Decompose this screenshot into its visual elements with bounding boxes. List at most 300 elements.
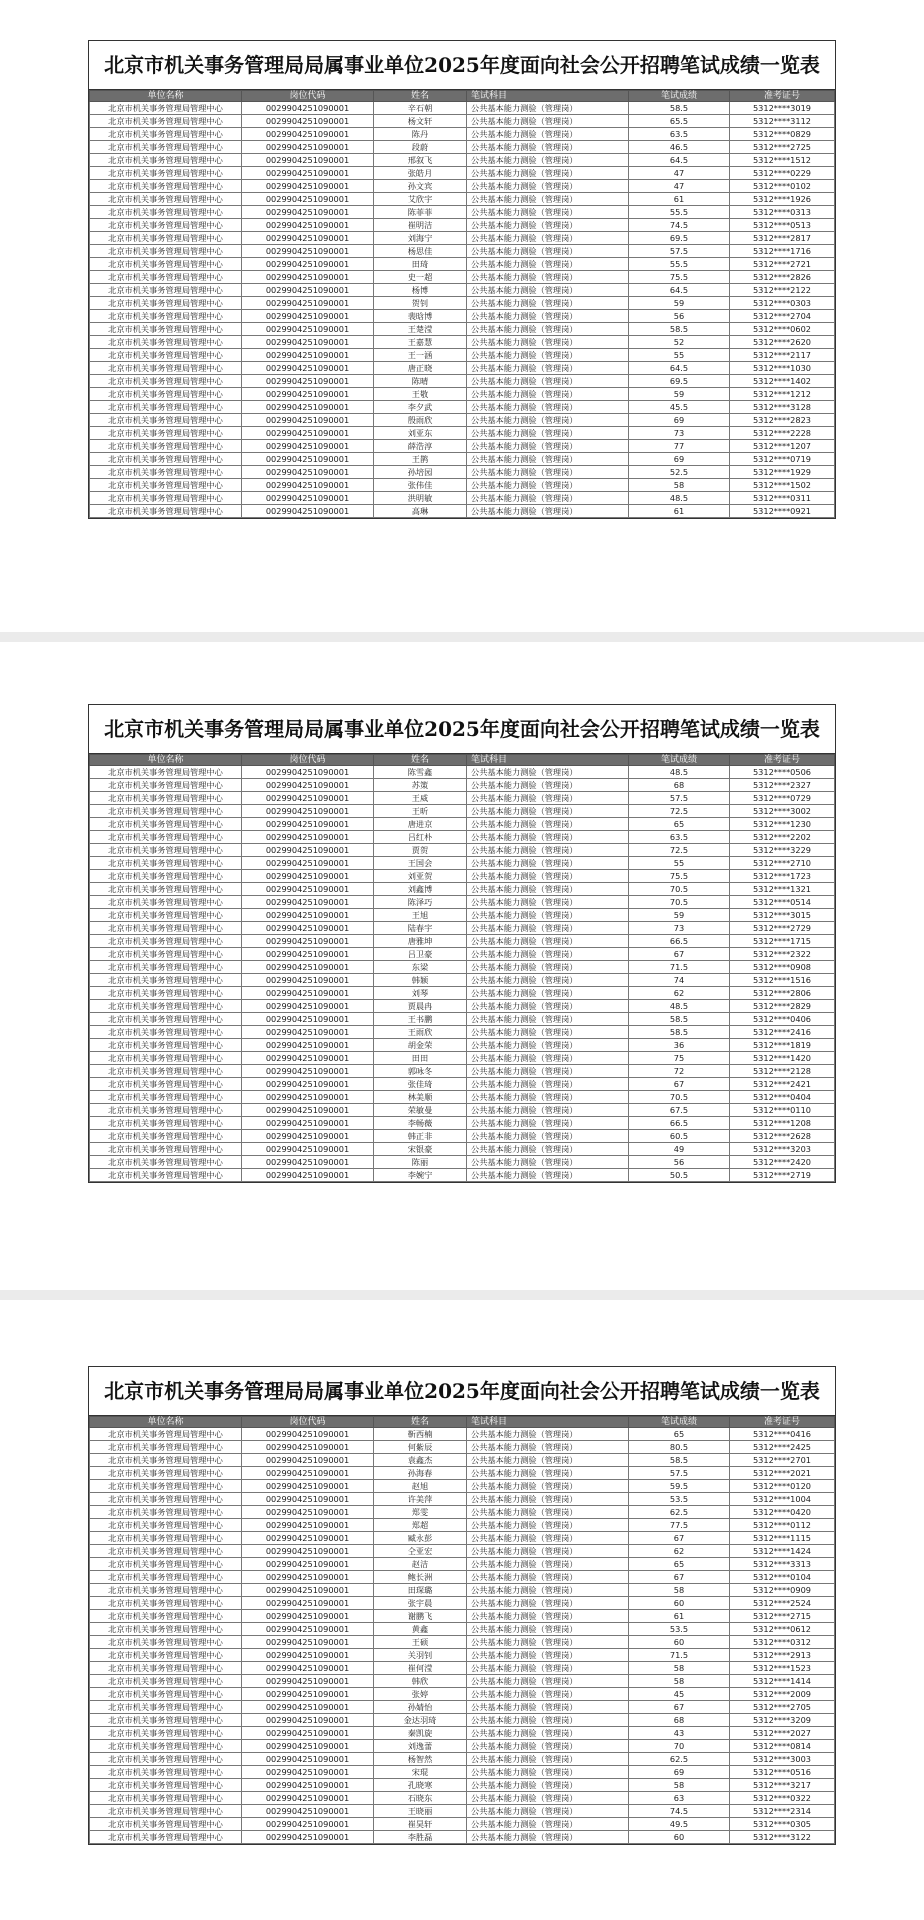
- table-row: [90, 1727, 835, 1740]
- cell-score: 68: [629, 779, 730, 792]
- cell-subject: 公共基本能力测验（管理岗）: [467, 1805, 629, 1818]
- cell-score: 63.5: [629, 128, 730, 141]
- cell-name: 韩正非: [374, 1130, 467, 1143]
- cell-post-code: 0029904251090001: [242, 128, 374, 141]
- cell-post-code: 0029904251090001: [242, 1078, 374, 1091]
- cell-subject: 公共基本能力测验（管理岗）: [467, 505, 629, 518]
- cell-name: 孙培园: [374, 466, 467, 479]
- cell-score: 43: [629, 1727, 730, 1740]
- cell-post-code: 0029904251090001: [242, 1104, 374, 1117]
- cell-unit-name: 北京市机关事务管理局管理中心: [90, 1571, 242, 1584]
- cell-subject: 公共基本能力测验（管理岗）: [467, 492, 629, 505]
- cell-score: 67.5: [629, 1104, 730, 1117]
- cell-ticket-no: 5312****3217: [730, 1779, 835, 1792]
- cell-unit-name: 北京市机关事务管理局管理中心: [90, 1065, 242, 1078]
- cell-score: 69.5: [629, 232, 730, 245]
- cell-unit-name: 北京市机关事务管理局管理中心: [90, 857, 242, 870]
- cell-unit-name: 北京市机关事务管理局管理中心: [90, 1818, 242, 1831]
- cell-score: 53.5: [629, 1493, 730, 1506]
- cell-score: 57.5: [629, 1467, 730, 1480]
- cell-post-code: 0029904251090001: [242, 1818, 374, 1831]
- cell-ticket-no: 5312****0406: [730, 1013, 835, 1026]
- cell-unit-name: 北京市机关事务管理局管理中心: [90, 1467, 242, 1480]
- cell-ticket-no: 5312****0719: [730, 453, 835, 466]
- cell-ticket-no: 5312****1115: [730, 1532, 835, 1545]
- cell-unit-name: 北京市机关事务管理局管理中心: [90, 440, 242, 453]
- cell-ticket-no: 5312****0110: [730, 1104, 835, 1117]
- cell-ticket-no: 5312****2416: [730, 1026, 835, 1039]
- cell-post-code: 0029904251090001: [242, 870, 374, 883]
- cell-unit-name: 北京市机关事务管理局管理中心: [90, 922, 242, 935]
- cell-ticket-no: 5312****3015: [730, 909, 835, 922]
- table-row: [90, 792, 835, 805]
- cell-name: 郭咏冬: [374, 1065, 467, 1078]
- cell-score: 69: [629, 453, 730, 466]
- table-row: [90, 284, 835, 297]
- cell-unit-name: 北京市机关事务管理局管理中心: [90, 1506, 242, 1519]
- cell-unit-name: 北京市机关事务管理局管理中心: [90, 1428, 242, 1441]
- table-row: [90, 974, 835, 987]
- cell-name: 王一涵: [374, 349, 467, 362]
- table-row: [90, 1143, 835, 1156]
- cell-unit-name: 北京市机关事务管理局管理中心: [90, 792, 242, 805]
- cell-unit-name: 北京市机关事务管理局管理中心: [90, 310, 242, 323]
- cell-unit-name: 北京市机关事务管理局管理中心: [90, 1091, 242, 1104]
- table-row: [90, 492, 835, 505]
- cell-name: 孙文宾: [374, 180, 467, 193]
- cell-ticket-no: 5312****2420: [730, 1156, 835, 1169]
- cell-subject: 公共基本能力测验（管理岗）: [467, 1480, 629, 1493]
- cell-score: 64.5: [629, 284, 730, 297]
- cell-subject: 公共基本能力测验（管理岗）: [467, 362, 629, 375]
- table-row: [90, 297, 835, 310]
- cell-post-code: 0029904251090001: [242, 154, 374, 167]
- cell-post-code: 0029904251090001: [242, 388, 374, 401]
- cell-unit-name: 北京市机关事务管理局管理中心: [90, 479, 242, 492]
- table-row: [90, 1558, 835, 1571]
- cell-ticket-no: 5312****2701: [730, 1454, 835, 1467]
- cell-unit-name: 北京市机关事务管理局管理中心: [90, 1519, 242, 1532]
- cell-name: 张佳琦: [374, 1078, 467, 1091]
- cell-score: 56: [629, 1156, 730, 1169]
- table-row: [90, 1039, 835, 1052]
- header-subject: 笔试科目: [467, 91, 629, 102]
- table-row: [90, 440, 835, 453]
- cell-name: 唐雅坤: [374, 935, 467, 948]
- cell-post-code: 0029904251090001: [242, 909, 374, 922]
- cell-ticket-no: 5312****2729: [730, 922, 835, 935]
- cell-unit-name: 北京市机关事务管理局管理中心: [90, 388, 242, 401]
- table-row: [90, 1649, 835, 1662]
- cell-unit-name: 北京市机关事务管理局管理中心: [90, 453, 242, 466]
- cell-subject: 公共基本能力测验（管理岗）: [467, 141, 629, 154]
- table-row: [90, 922, 835, 935]
- cell-name: 王鹊: [374, 453, 467, 466]
- table-row: [90, 831, 835, 844]
- cell-unit-name: 北京市机关事务管理局管理中心: [90, 1493, 242, 1506]
- cell-name: 苏策: [374, 779, 467, 792]
- cell-subject: 公共基本能力测验（管理岗）: [467, 466, 629, 479]
- cell-post-code: 0029904251090001: [242, 1143, 374, 1156]
- cell-subject: 公共基本能力测验（管理岗）: [467, 870, 629, 883]
- page-2: [0, 642, 924, 1290]
- cell-post-code: 0029904251090001: [242, 375, 374, 388]
- table-body: [90, 766, 835, 1182]
- cell-ticket-no: 5312****1819: [730, 1039, 835, 1052]
- cell-unit-name: 北京市机关事务管理局管理中心: [90, 167, 242, 180]
- cell-subject: 公共基本能力测验（管理岗）: [467, 1597, 629, 1610]
- cell-ticket-no: 5312****0829: [730, 128, 835, 141]
- table-row: [90, 466, 835, 479]
- cell-name: 张宇晨: [374, 1597, 467, 1610]
- header-post-code: 岗位代码: [242, 755, 374, 766]
- cell-name: 吕红朴: [374, 831, 467, 844]
- cell-unit-name: 北京市机关事务管理局管理中心: [90, 115, 242, 128]
- cell-post-code: 0029904251090001: [242, 232, 374, 245]
- cell-ticket-no: 5312****2021: [730, 1467, 835, 1480]
- cell-score: 36: [629, 1039, 730, 1052]
- cell-ticket-no: 5312****2826: [730, 271, 835, 284]
- cell-subject: 公共基本能力测验（管理岗）: [467, 805, 629, 818]
- cell-name: 崔何滢: [374, 1662, 467, 1675]
- cell-unit-name: 北京市机关事务管理局管理中心: [90, 1597, 242, 1610]
- cell-score: 58.5: [629, 1454, 730, 1467]
- cell-name: 吕卫豪: [374, 948, 467, 961]
- cell-post-code: 0029904251090001: [242, 935, 374, 948]
- cell-post-code: 0029904251090001: [242, 1662, 374, 1675]
- cell-subject: 公共基本能力测验（管理岗）: [467, 336, 629, 349]
- cell-post-code: 0029904251090001: [242, 1519, 374, 1532]
- cell-score: 52.5: [629, 466, 730, 479]
- cell-subject: 公共基本能力测验（管理岗）: [467, 935, 629, 948]
- cell-name: 艾欣宇: [374, 193, 467, 206]
- cell-name: 鲍长洲: [374, 1571, 467, 1584]
- table-row: [90, 844, 835, 857]
- cell-score: 62: [629, 987, 730, 1000]
- cell-score: 55.5: [629, 206, 730, 219]
- cell-post-code: 0029904251090001: [242, 831, 374, 844]
- cell-score: 59.5: [629, 1480, 730, 1493]
- cell-name: 陈雪鑫: [374, 766, 467, 779]
- table-row: [90, 1441, 835, 1454]
- score-sheet-1: [88, 40, 836, 519]
- cell-name: 刘琴: [374, 987, 467, 1000]
- cell-score: 69: [629, 1766, 730, 1779]
- table-row: [90, 1597, 835, 1610]
- cell-score: 65.5: [629, 115, 730, 128]
- cell-post-code: 0029904251090001: [242, 271, 374, 284]
- cell-unit-name: 北京市机关事务管理局管理中心: [90, 336, 242, 349]
- cell-score: 66.5: [629, 935, 730, 948]
- cell-subject: 公共基本能力测验（管理岗）: [467, 1441, 629, 1454]
- cell-post-code: 0029904251090001: [242, 1506, 374, 1519]
- cell-ticket-no: 5312****2314: [730, 1805, 835, 1818]
- cell-name: 崔昊轩: [374, 1818, 467, 1831]
- cell-unit-name: 北京市机关事务管理局管理中心: [90, 831, 242, 844]
- header-ticket-no: 准考证号: [730, 91, 835, 102]
- cell-unit-name: 北京市机关事务管理局管理中心: [90, 1169, 242, 1182]
- table-row: [90, 401, 835, 414]
- table-header-row: [90, 91, 835, 102]
- cell-name: 郑超: [374, 1519, 467, 1532]
- table-row: [90, 1428, 835, 1441]
- table-row: [90, 1662, 835, 1675]
- cell-post-code: 0029904251090001: [242, 1169, 374, 1182]
- cell-unit-name: 北京市机关事务管理局管理中心: [90, 362, 242, 375]
- cell-post-code: 0029904251090001: [242, 453, 374, 466]
- cell-name: 陆春宇: [374, 922, 467, 935]
- table-row: [90, 245, 835, 258]
- cell-score: 63.5: [629, 831, 730, 844]
- cell-ticket-no: 5312****3128: [730, 401, 835, 414]
- table-row: [90, 323, 835, 336]
- cell-name: 陈泽巧: [374, 896, 467, 909]
- table-row: [90, 1701, 835, 1714]
- table-row: [90, 453, 835, 466]
- cell-ticket-no: 5312****1502: [730, 479, 835, 492]
- cell-name: 邢叙飞: [374, 154, 467, 167]
- cell-ticket-no: 5312****0404: [730, 1091, 835, 1104]
- cell-ticket-no: 5312****2710: [730, 857, 835, 870]
- table-row: [90, 154, 835, 167]
- cell-unit-name: 北京市机关事务管理局管理中心: [90, 1649, 242, 1662]
- cell-name: 史一超: [374, 271, 467, 284]
- cell-unit-name: 北京市机关事务管理局管理中心: [90, 414, 242, 427]
- cell-unit-name: 北京市机关事务管理局管理中心: [90, 1714, 242, 1727]
- cell-score: 69.5: [629, 375, 730, 388]
- table-row: [90, 128, 835, 141]
- cell-subject: 公共基本能力测验（管理岗）: [467, 388, 629, 401]
- cell-subject: 公共基本能力测验（管理岗）: [467, 232, 629, 245]
- cell-post-code: 0029904251090001: [242, 1558, 374, 1571]
- cell-score: 67: [629, 948, 730, 961]
- cell-unit-name: 北京市机关事务管理局管理中心: [90, 284, 242, 297]
- table-row: [90, 1493, 835, 1506]
- cell-name: 孙婧怡: [374, 1701, 467, 1714]
- cell-post-code: 0029904251090001: [242, 1792, 374, 1805]
- cell-subject: 公共基本能力测验（管理岗）: [467, 245, 629, 258]
- cell-subject: 公共基本能力测验（管理岗）: [467, 1792, 629, 1805]
- cell-ticket-no: 5312****2228: [730, 427, 835, 440]
- cell-ticket-no: 5312****2009: [730, 1688, 835, 1701]
- header-ticket-no: 准考证号: [730, 755, 835, 766]
- table-row: [90, 1545, 835, 1558]
- table-row: [90, 818, 835, 831]
- cell-subject: 公共基本能力测验（管理岗）: [467, 1558, 629, 1571]
- score-table: [89, 90, 835, 518]
- cell-name: 刘鑫博: [374, 883, 467, 896]
- cell-post-code: 0029904251090001: [242, 883, 374, 896]
- cell-name: 王书鹏: [374, 1013, 467, 1026]
- cell-subject: 公共基本能力测验（管理岗）: [467, 1104, 629, 1117]
- cell-score: 55.5: [629, 258, 730, 271]
- cell-score: 69: [629, 414, 730, 427]
- cell-unit-name: 北京市机关事务管理局管理中心: [90, 1753, 242, 1766]
- cell-name: 贾贺: [374, 844, 467, 857]
- cell-score: 62.5: [629, 1753, 730, 1766]
- cell-subject: 公共基本能力测验（管理岗）: [467, 440, 629, 453]
- cell-subject: 公共基本能力测验（管理岗）: [467, 1662, 629, 1675]
- cell-post-code: 0029904251090001: [242, 180, 374, 193]
- cell-name: 孔晓寒: [374, 1779, 467, 1792]
- cell-ticket-no: 5312****1230: [730, 818, 835, 831]
- cell-unit-name: 北京市机关事务管理局管理中心: [90, 466, 242, 479]
- cell-post-code: 0029904251090001: [242, 414, 374, 427]
- table-row: [90, 896, 835, 909]
- table-row: [90, 362, 835, 375]
- cell-subject: 公共基本能力测验（管理岗）: [467, 1766, 629, 1779]
- cell-name: 胡金荣: [374, 1039, 467, 1052]
- table-row: [90, 1584, 835, 1597]
- cell-score: 55: [629, 349, 730, 362]
- cell-unit-name: 北京市机关事务管理局管理中心: [90, 818, 242, 831]
- cell-name: 陈菲菲: [374, 206, 467, 219]
- table-row: [90, 1169, 835, 1182]
- cell-score: 67: [629, 1701, 730, 1714]
- cell-subject: 公共基本能力测验（管理岗）: [467, 375, 629, 388]
- cell-score: 80.5: [629, 1441, 730, 1454]
- cell-post-code: 0029904251090001: [242, 1130, 374, 1143]
- header-post-code: 岗位代码: [242, 1417, 374, 1428]
- cell-subject: 公共基本能力测验（管理岗）: [467, 1688, 629, 1701]
- cell-post-code: 0029904251090001: [242, 1766, 374, 1779]
- cell-post-code: 0029904251090001: [242, 193, 374, 206]
- cell-score: 67: [629, 1532, 730, 1545]
- cell-ticket-no: 5312****2322: [730, 948, 835, 961]
- table-row: [90, 1753, 835, 1766]
- cell-subject: 公共基本能力测验（管理岗）: [467, 310, 629, 323]
- cell-ticket-no: 5312****1208: [730, 1117, 835, 1130]
- cell-score: 61: [629, 505, 730, 518]
- table-row: [90, 1688, 835, 1701]
- cell-ticket-no: 5312****0112: [730, 1519, 835, 1532]
- cell-post-code: 0029904251090001: [242, 1091, 374, 1104]
- cell-score: 46.5: [629, 141, 730, 154]
- table-row: [90, 1104, 835, 1117]
- cell-ticket-no: 5312****3122: [730, 1831, 835, 1844]
- cell-name: 赵旭: [374, 1480, 467, 1493]
- cell-unit-name: 北京市机关事务管理局管理中心: [90, 1104, 242, 1117]
- cell-subject: 公共基本能力测验（管理岗）: [467, 1143, 629, 1156]
- cell-score: 58: [629, 1779, 730, 1792]
- header-name: 姓名: [374, 91, 467, 102]
- cell-score: 71.5: [629, 1649, 730, 1662]
- cell-name: 洪明敏: [374, 492, 467, 505]
- cell-ticket-no: 5312****0514: [730, 896, 835, 909]
- cell-post-code: 0029904251090001: [242, 792, 374, 805]
- cell-ticket-no: 5312****3003: [730, 1753, 835, 1766]
- cell-post-code: 0029904251090001: [242, 948, 374, 961]
- table-row: [90, 1714, 835, 1727]
- cell-subject: 公共基本能力测验（管理岗）: [467, 128, 629, 141]
- cell-score: 60: [629, 1636, 730, 1649]
- cell-name: 韩颖: [374, 974, 467, 987]
- cell-unit-name: 北京市机关事务管理局管理中心: [90, 258, 242, 271]
- cell-subject: 公共基本能力测验（管理岗）: [467, 1506, 629, 1519]
- cell-name: 王旭: [374, 909, 467, 922]
- cell-name: 杨智然: [374, 1753, 467, 1766]
- cell-score: 74.5: [629, 219, 730, 232]
- cell-unit-name: 北京市机关事务管理局管理中心: [90, 219, 242, 232]
- cell-name: 李婉宁: [374, 1169, 467, 1182]
- cell-score: 59: [629, 909, 730, 922]
- cell-name: 裴晗博: [374, 310, 467, 323]
- cell-post-code: 0029904251090001: [242, 505, 374, 518]
- cell-post-code: 0029904251090001: [242, 1052, 374, 1065]
- cell-name: 贺钊: [374, 297, 467, 310]
- cell-post-code: 0029904251090001: [242, 1000, 374, 1013]
- cell-name: 王楚滢: [374, 323, 467, 336]
- table-row: [90, 961, 835, 974]
- cell-score: 62: [629, 1545, 730, 1558]
- table-row: [90, 1506, 835, 1519]
- cell-subject: 公共基本能力测验（管理岗）: [467, 414, 629, 427]
- table-row: [90, 948, 835, 961]
- cell-subject: 公共基本能力测验（管理岗）: [467, 1740, 629, 1753]
- cell-post-code: 0029904251090001: [242, 896, 374, 909]
- cell-ticket-no: 5312****0513: [730, 219, 835, 232]
- header-subject: 笔试科目: [467, 755, 629, 766]
- score-table: [89, 1416, 835, 1844]
- cell-unit-name: 北京市机关事务管理局管理中心: [90, 1701, 242, 1714]
- cell-unit-name: 北京市机关事务管理局管理中心: [90, 1143, 242, 1156]
- cell-name: 田田: [374, 1052, 467, 1065]
- cell-post-code: 0029904251090001: [242, 479, 374, 492]
- cell-subject: 公共基本能力测验（管理岗）: [467, 792, 629, 805]
- cell-name: 薛浩淳: [374, 440, 467, 453]
- table-row: [90, 206, 835, 219]
- cell-unit-name: 北京市机关事务管理局管理中心: [90, 232, 242, 245]
- header-name: 姓名: [374, 1417, 467, 1428]
- cell-score: 58: [629, 1662, 730, 1675]
- cell-post-code: 0029904251090001: [242, 349, 374, 362]
- cell-unit-name: 北京市机关事务管理局管理中心: [90, 1156, 242, 1169]
- cell-name: 韩欣: [374, 1675, 467, 1688]
- cell-name: 王晓丽: [374, 1805, 467, 1818]
- cell-name: 孙海春: [374, 1467, 467, 1480]
- table-row: [90, 232, 835, 245]
- cell-post-code: 0029904251090001: [242, 1454, 374, 1467]
- cell-post-code: 0029904251090001: [242, 974, 374, 987]
- cell-ticket-no: 5312****0420: [730, 1506, 835, 1519]
- cell-unit-name: 北京市机关事务管理局管理中心: [90, 766, 242, 779]
- cell-score: 70: [629, 1740, 730, 1753]
- cell-name: 李夕武: [374, 401, 467, 414]
- table-row: [90, 909, 835, 922]
- cell-post-code: 0029904251090001: [242, 440, 374, 453]
- cell-post-code: 0029904251090001: [242, 1714, 374, 1727]
- header-ticket-no: 准考证号: [730, 1417, 835, 1428]
- header-unit-name: 单位名称: [90, 1417, 242, 1428]
- cell-post-code: 0029904251090001: [242, 1480, 374, 1493]
- table-body: [90, 102, 835, 518]
- cell-subject: 公共基本能力测验（管理岗）: [467, 766, 629, 779]
- cell-subject: 公共基本能力测验（管理岗）: [467, 844, 629, 857]
- cell-ticket-no: 5312****2823: [730, 414, 835, 427]
- cell-score: 57.5: [629, 245, 730, 258]
- table-row: [90, 115, 835, 128]
- cell-post-code: 0029904251090001: [242, 258, 374, 271]
- cell-name: 唐进京: [374, 818, 467, 831]
- cell-ticket-no: 5312****1512: [730, 154, 835, 167]
- cell-subject: 公共基本能力测验（管理岗）: [467, 193, 629, 206]
- cell-name: 崔明洁: [374, 219, 467, 232]
- cell-subject: 公共基本能力测验（管理岗）: [467, 1779, 629, 1792]
- cell-score: 75: [629, 1052, 730, 1065]
- cell-ticket-no: 5312****2704: [730, 310, 835, 323]
- table-row: [90, 779, 835, 792]
- cell-post-code: 0029904251090001: [242, 297, 374, 310]
